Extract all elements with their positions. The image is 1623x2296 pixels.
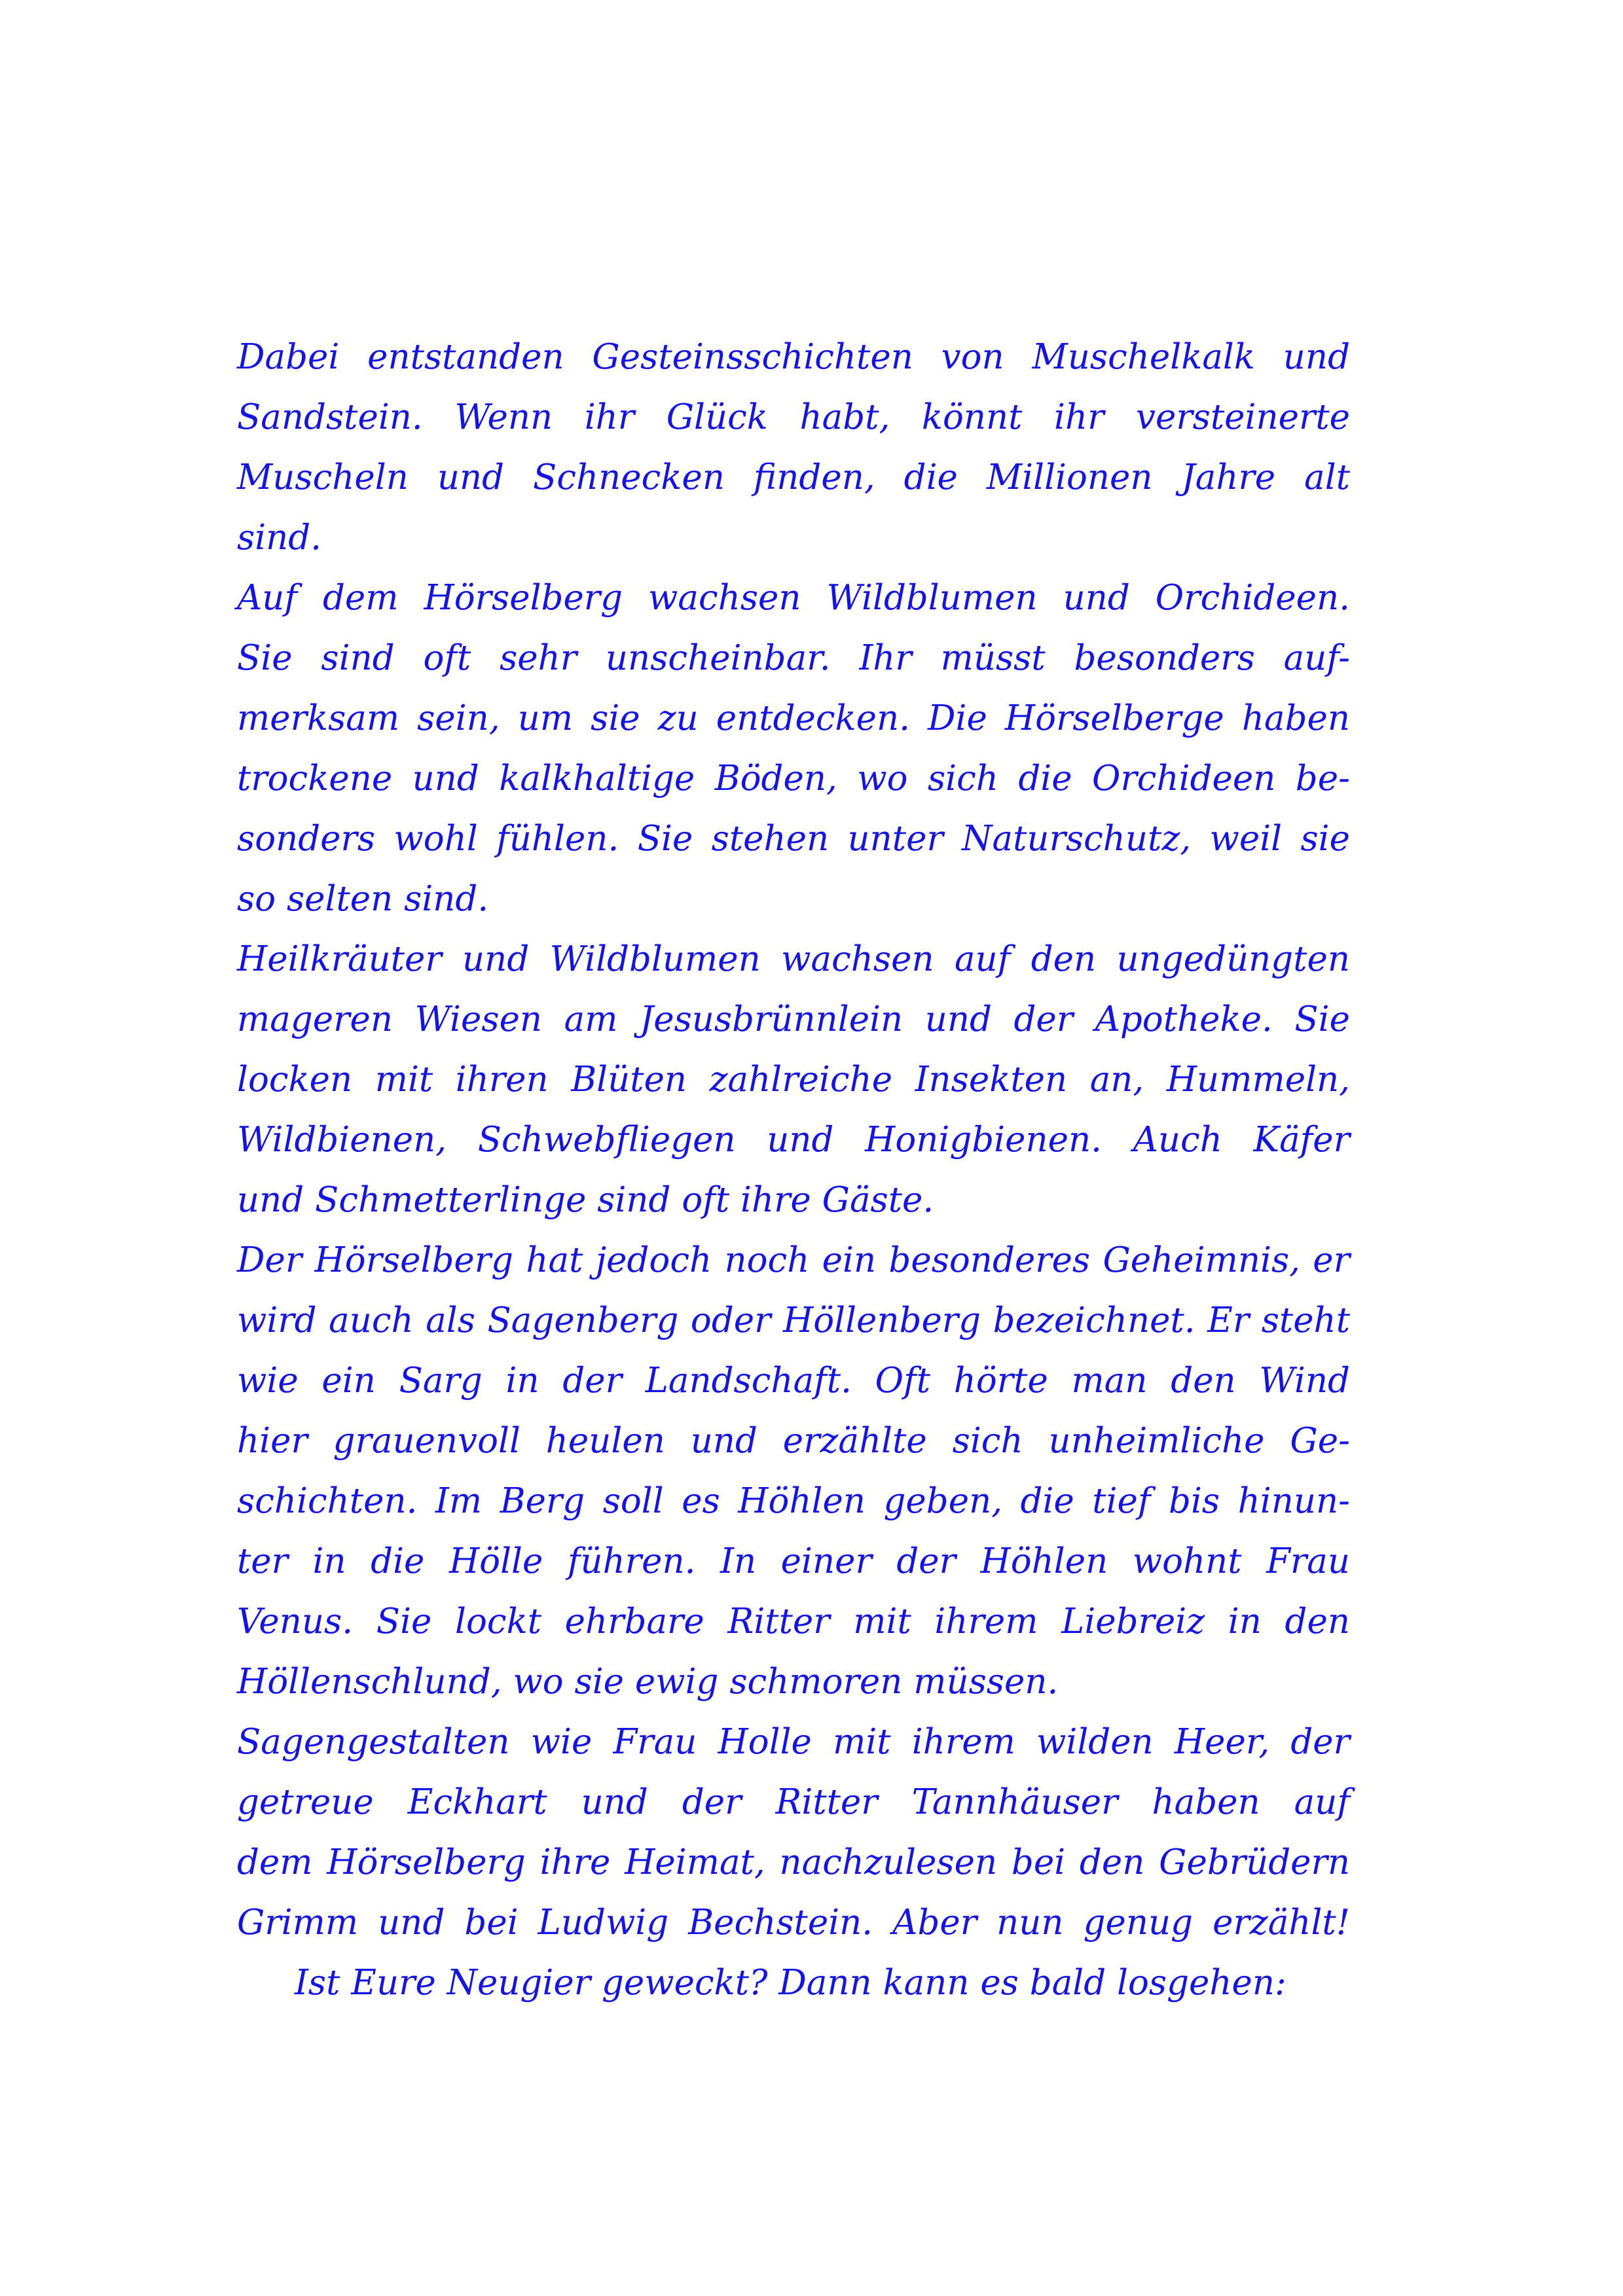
handwritten-line: Auf dem Hörselberg wachsen Wildblumen und Orchideen. — [237, 578, 1350, 618]
handwritten-line: hier grauenvoll heulen und erzählte sich unheimliche Ge- — [237, 1421, 1350, 1461]
handwritten-line: Ist Eure Neugier geweckt? Dann kann es bald losgehen: — [295, 1963, 1286, 2003]
handwritten-line: und Schmetterlinge sind oft ihre Gäste. — [237, 1180, 934, 1220]
handwritten-line: locken mit ihren Blüten zahlreiche Insekten an, Hummeln, — [237, 1060, 1350, 1100]
handwritten-text-block — [237, 327, 1350, 2013]
handwritten-line: Sagengestalten wie Frau Holle mit ihrem wilden Heer, der — [237, 1722, 1350, 1762]
handwritten-line: schichten. Im Berg soll es Höhlen geben, die tief bis hinun- — [237, 1481, 1350, 1521]
handwritten-line: Wildbienen, Schwebfliegen und Honigbienen. Auch Käfer — [237, 1120, 1350, 1160]
handwritten-line: Heilkräuter und Wildblumen wachsen auf den ungedüngten — [237, 939, 1350, 979]
handwritten-line: Höllenschlund, wo sie ewig schmoren müssen. — [237, 1662, 1059, 1702]
handwritten-line: merksam sein, um sie zu entdecken. Die Hörselberge haben — [237, 698, 1350, 738]
handwritten-line: dem Hörselberg ihre Heimat, nachzulesen bei den Gebrüdern — [237, 1842, 1350, 1882]
handwritten-line: Sie sind oft sehr unscheinbar. Ihr müsst besonders auf- — [237, 638, 1350, 678]
handwritten-line: wie ein Sarg in der Landschaft. Oft hörte man den Wind — [237, 1361, 1350, 1401]
handwritten-line: so selten sind. — [237, 879, 489, 919]
handwritten-line: Der Hörselberg hat jedoch noch ein besonderes Geheimnis, er — [237, 1240, 1350, 1280]
handwritten-line: Muscheln und Schnecken finden, die Millionen Jahre alt — [237, 457, 1350, 497]
handwritten-line: getreue Eckhart und der Ritter Tannhäuser haben auf — [237, 1782, 1350, 1822]
handwritten-line: Grimm und bei Ludwig Bechstein. Aber nun genug erzählt! — [237, 1903, 1350, 1943]
handwritten-line: wird auch als Sagenberg oder Höllenberg bezeichnet. Er steht — [237, 1300, 1350, 1340]
handwritten-line: Venus. Sie lockt ehrbare Ritter mit ihrem Liebreiz in den — [237, 1602, 1350, 1641]
handwritten-line: trockene und kalkhaltige Böden, wo sich die Orchideen be- — [237, 759, 1350, 798]
handwritten-line: sonders wohl fühlen. Sie stehen unter Naturschutz, weil sie — [237, 819, 1350, 859]
handwritten-line: mageren Wiesen am Jesusbrünnlein und der Apotheke. Sie — [237, 999, 1350, 1039]
handwritten-line: Dabei entstanden Gesteinsschichten von Muschelkalk und — [237, 337, 1350, 377]
handwritten-line: ter in die Hölle führen. In einer der Höhlen wohnt Frau — [237, 1541, 1350, 1581]
handwritten-line: Sandstein. Wenn ihr Glück habt, könnt ihr versteinerte — [237, 397, 1350, 437]
handwritten-line: sind. — [237, 518, 322, 558]
